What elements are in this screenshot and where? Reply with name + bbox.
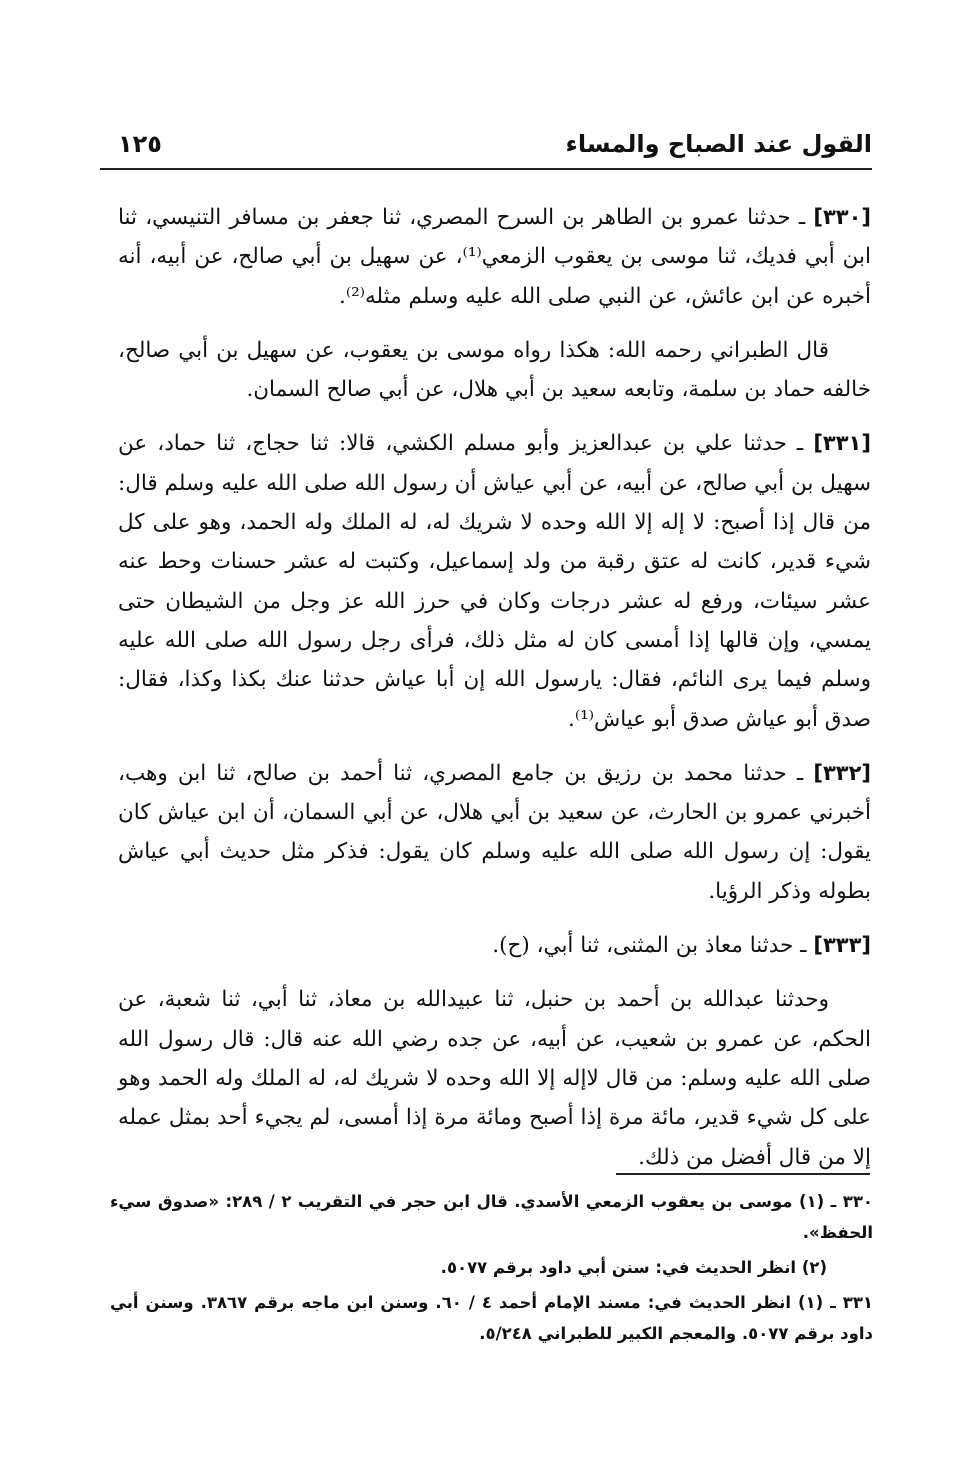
hadith-number: [٣٣١] — [813, 431, 871, 456]
hadith-331 — [118, 424, 871, 738]
hadith-text: ـ حدثنا محمد بن رزيق بن جامع المصري، ثنا أحمد بن صالح، ثنا ابن وهب، أخبرني عمرو بن الحارث، عن سعيد بن أبي هلال، عن أبي السمان، أن ابن عياش كان يقول: إن رسول الله صلى الله عليه وسلم كان يقول: فذكر مثل حديث أبي عياش بطوله وذكر الرؤيا. — [118, 760, 871, 904]
hadith-text: وحدثنا عبدالله بن أحمد بن حنبل، ثنا عبيدالله بن معاذ، ثنا أبي، ثنا شعبة، عن الحكم، عن عمرو بن شعيب، عن أبيه، عن جده رضي الله عنه قال: قال رسول الله صلى الله عليه وسلم: من قال لاإله إلا الله وحده لا شريك له، له الملك وله الحمد وهو على كل شيء قدير، مائة مرة إذا أصبح ومائة مرة إذا أمسى، لم يجيء أحد بمثل عمله إلا من قال أفضل من ذلك. — [118, 987, 871, 1170]
footnote-331-1: ٣٣١ ـ (١) انظر الحديث في: مسند الإمام أحمد ٤ / ٦٠. وسنن ابن ماجه برقم ٣٨٦٧. وسنن أبي داود برقم ٥٠٧٧. والمعجم الكبير للطبراني ٥/٢٤٨. — [110, 1293, 873, 1343]
hadith-333-continued — [118, 980, 871, 1176]
hadith-number: [٣٣٠] — [813, 205, 871, 229]
hadith-332 — [118, 754, 871, 911]
hadith-330 — [118, 198, 871, 316]
commentary-text: قال الطبراني رحمه الله: هكذا رواه موسى بن يعقوب، عن سهيل بن أبي صالح، خالفه حماد بن سلمة، وتابعه سعيد بن أبي هلال، عن أبي صالح السمان. — [118, 337, 871, 403]
commentary-paragraph — [118, 331, 871, 410]
running-title: القول عند الصباح والمساء — [565, 130, 872, 158]
header-rule — [100, 168, 872, 170]
footnote-rule — [616, 1173, 870, 1175]
footnotes — [110, 1186, 873, 1353]
hadith-number: [٣٣٢] — [813, 760, 871, 785]
hadith-text: ـ حدثنا علي بن عبدالعزيز وأبو مسلم الكشي، قالا: ثنا حجاج، ثنا حماد، عن سهيل بن أبي صالح، عن أبيه، عن أبي عياش أن رسول الله صلى الله عليه وسلم قال: من قال إذا أصبح: لا إله إلا الله وحده لا شريك له، له الملك وله الحمد، وهو على كل شيء قدير، كانت له عتق رقبة من ولد إسماعيل، وكتبت له عشر حسنات وحط عنه عشر سيئات، ورفع له عشر درجات وكان في حرز الله عز وجل من الشيطان حتى يمسي، وإن قالها إذا أمسى كان له مثل ذلك، فرأى رجل رسول الله صلى الله عليه وسلم فيما يرى النائم، فقال: يارسول الله إن أبا عياش حدثنا عنك بكذا وكذا، فقال: صدق أبو عياش صدق أبو عياش⁽¹⁾. — [118, 431, 871, 732]
footnote-330-2: (٢) انظر الحديث في: سنن أبي داود برقم ٥٠٧٧. — [440, 1258, 827, 1277]
page-header — [100, 124, 872, 170]
page-number: ١٢٥ — [118, 130, 162, 158]
hadith-number: [٣٣٣] — [813, 933, 871, 958]
hadith-text: ـ حدثنا عمرو بن الطاهر بن السرح المصري، ثنا جعفر بن مسافر التنيسي، ثنا ابن أبي فديك، ثنا موسى بن يعقوب الزمعي⁽¹⁾، عن سهيل بن أبي صالح، عن أبيه، أنه أخبره عن ابن عائش، عن النبي صلى الله عليه وسلم مثله⁽²⁾. — [118, 205, 871, 309]
hadith-333 — [118, 926, 871, 965]
footnote-330-1: ٣٣٠ ـ (١) موسى بن يعقوب الزمعي الأسدي. قال ابن حجر في التقريب ٢ / ٢٨٩: «صدوق سيء الحفظ». — [110, 1192, 873, 1242]
main-text — [118, 198, 871, 1192]
hadith-text: ـ حدثنا معاذ بن المثنى، ثنا أبي، (ح). — [492, 933, 807, 959]
